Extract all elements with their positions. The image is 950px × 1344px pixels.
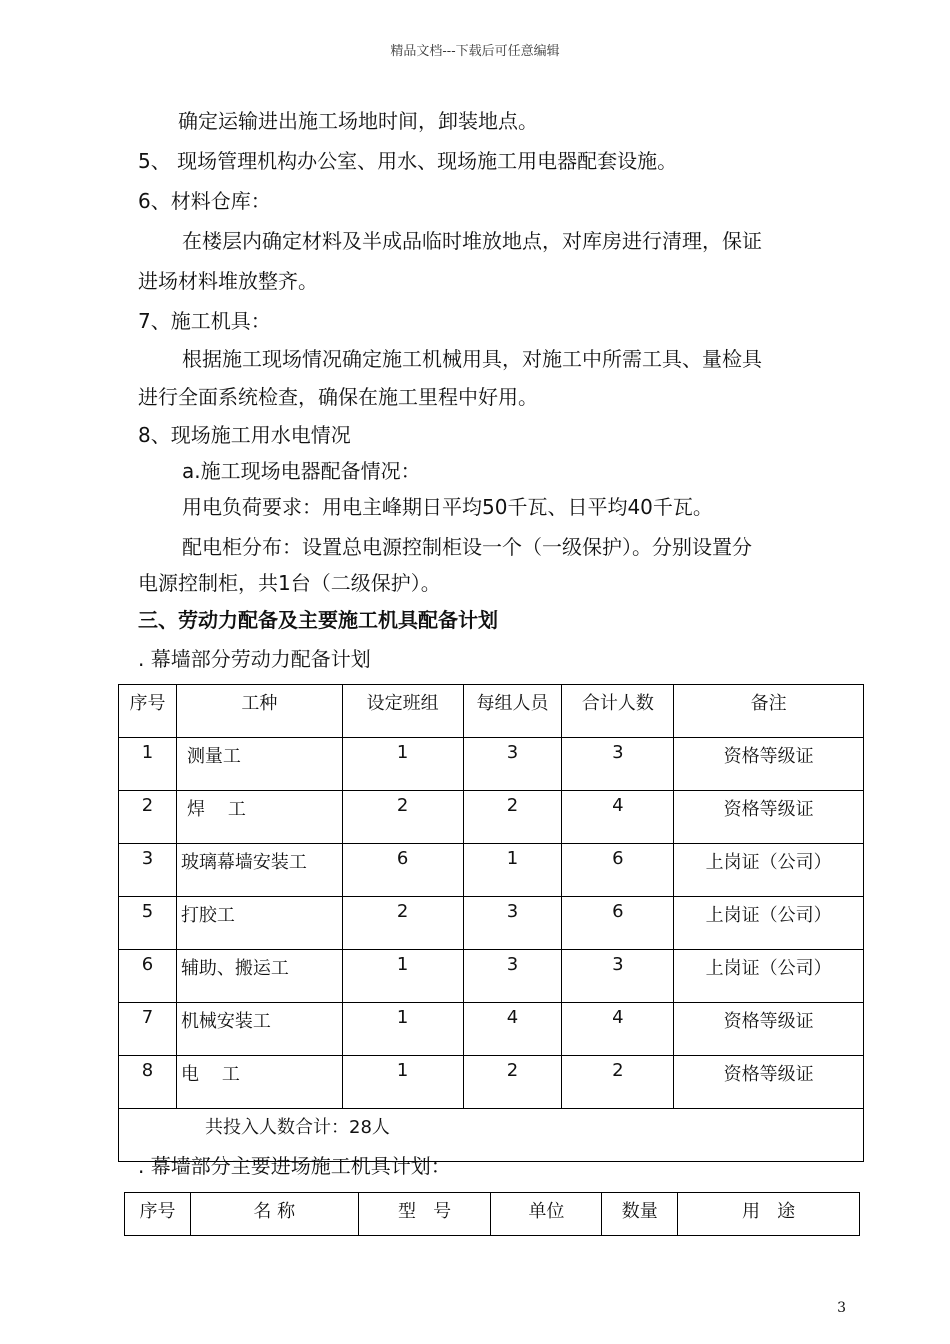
header-cell: 名 称 [190, 1193, 358, 1236]
table-row [119, 1056, 864, 1109]
header-cell: 单位 [491, 1193, 602, 1236]
subsection-title: . 幕墙部分劳动力配备计划 [138, 647, 371, 671]
cell: 2 [119, 791, 177, 844]
cell: 2 [342, 791, 463, 844]
cell: 上岗证（公司） [674, 897, 864, 950]
cell: 4 [463, 1003, 562, 1056]
header-cell: 合计人数 [562, 685, 674, 738]
text-line: 进场材料堆放整齐。 [138, 269, 318, 293]
text-line: 7、施工机具： [138, 309, 271, 333]
cell: 1 [342, 950, 463, 1003]
text-line: 6、材料仓库： [138, 189, 271, 213]
cell: 3 [463, 950, 562, 1003]
cell: 机械安装工 [176, 1003, 342, 1056]
page-number: 3 [837, 1300, 846, 1316]
table-header-row [125, 1193, 860, 1236]
cell: 6 [562, 897, 674, 950]
header-cell: 工种 [176, 685, 342, 738]
header-cell: 每组人员 [463, 685, 562, 738]
total-cell: 共投入人数合计：28人 [119, 1109, 864, 1162]
cell: 辅助、搬运工 [176, 950, 342, 1003]
cell: 3 [562, 738, 674, 791]
text-line: 在楼层内确定材料及半成品临时堆放地点，对库房进行清理，保证 [182, 229, 762, 253]
cell: 3 [562, 950, 674, 1003]
cell: 7 [119, 1003, 177, 1056]
cell: 6 [119, 950, 177, 1003]
cell: 2 [342, 897, 463, 950]
text-line: 8、现场施工用水电情况 [138, 423, 351, 447]
header-cell: 序号 [125, 1193, 191, 1236]
cell: 2 [562, 1056, 674, 1109]
text-line: 确定运输进出施工场地时间，卸装地点。 [178, 109, 538, 133]
cell: 电 工 [176, 1056, 342, 1109]
cell: 测量工 [176, 738, 342, 791]
text-line: a.施工现场电器配备情况： [182, 459, 421, 483]
cell: 上岗证（公司） [674, 950, 864, 1003]
cell: 2 [463, 791, 562, 844]
cell: 资格等级证 [674, 1003, 864, 1056]
text-line: 电源控制柜，共1台（二级保护）。 [138, 571, 441, 595]
cell: 资格等级证 [674, 1056, 864, 1109]
cell: 3 [119, 844, 177, 897]
header-cell: 备注 [674, 685, 864, 738]
text-line: 用电负荷要求：用电主峰期日平均50千瓦、日平均40千瓦。 [182, 495, 713, 519]
cell: 3 [463, 738, 562, 791]
cell: 1 [342, 738, 463, 791]
table-row [119, 897, 864, 950]
cell: 1 [342, 1003, 463, 1056]
table-row [119, 738, 864, 791]
header-cell: 用 途 [678, 1193, 860, 1236]
labor-plan-table [118, 684, 864, 1162]
header-cell: 序号 [119, 685, 177, 738]
table-row [119, 1003, 864, 1056]
table-row [119, 791, 864, 844]
header-cell: 数量 [602, 1193, 678, 1236]
cell: 6 [562, 844, 674, 897]
section-title: 三、劳动力配备及主要施工机具配备计划 [138, 608, 498, 632]
cell: 4 [562, 1003, 674, 1056]
text-line: 5、 现场管理机构办公室、用水、现场施工用电器配套设施。 [138, 149, 678, 173]
table-row [119, 844, 864, 897]
cell: 打胶工 [176, 897, 342, 950]
cell: 1 [463, 844, 562, 897]
cell: 玻璃幕墙安装工 [176, 844, 342, 897]
page-header: 精品文档---下载后可任意编辑 [390, 44, 560, 59]
cell: 3 [463, 897, 562, 950]
cell: 8 [119, 1056, 177, 1109]
cell: 焊 工 [176, 791, 342, 844]
cell: 资格等级证 [674, 738, 864, 791]
table-row [119, 950, 864, 1003]
text-line: 配电柜分布：设置总电源控制柜设一个（一级保护）。分别设置分 [182, 535, 752, 559]
header-cell: 型 号 [358, 1193, 491, 1236]
header-cell: 设定班组 [342, 685, 463, 738]
cell: 4 [562, 791, 674, 844]
cell: 2 [463, 1056, 562, 1109]
cell: 1 [119, 738, 177, 791]
subsection-title: . 幕墙部分主要进场施工机具计划： [138, 1154, 451, 1178]
cell: 上岗证（公司） [674, 844, 864, 897]
text-line: 进行全面系统检查，确保在施工里程中好用。 [138, 385, 538, 409]
cell: 6 [342, 844, 463, 897]
cell: 资格等级证 [674, 791, 864, 844]
cell: 5 [119, 897, 177, 950]
equipment-plan-table [124, 1192, 860, 1236]
cell: 1 [342, 1056, 463, 1109]
table-header-row [119, 685, 864, 738]
text-line: 根据施工现场情况确定施工机械用具，对施工中所需工具、量检具 [182, 347, 762, 371]
